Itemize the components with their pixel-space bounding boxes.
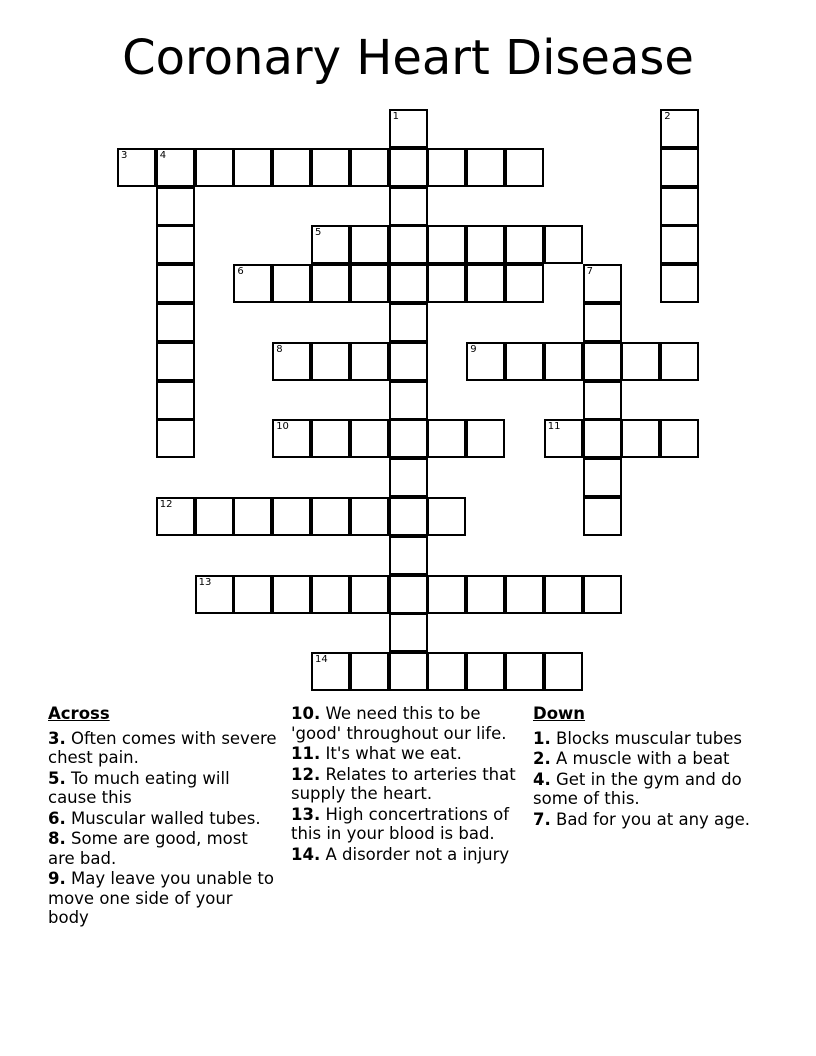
- grid-cell[interactable]: [621, 419, 660, 458]
- clue-across-3: 3. Often comes with severe chest pain.: [48, 728, 277, 767]
- grid-cell[interactable]: [583, 342, 622, 381]
- grid-cell[interactable]: [466, 342, 505, 381]
- grid-cell[interactable]: [583, 497, 622, 536]
- grid-cell[interactable]: [156, 187, 195, 226]
- grid-cell[interactable]: [660, 148, 699, 187]
- grid-cell[interactable]: [311, 575, 350, 614]
- grid-cell[interactable]: [505, 148, 544, 187]
- grid-cell[interactable]: [233, 575, 272, 614]
- grid-cell[interactable]: [350, 497, 389, 536]
- grid-cell[interactable]: [389, 381, 428, 420]
- grid-cell[interactable]: [272, 342, 311, 381]
- grid-cell[interactable]: [466, 575, 505, 614]
- grid-cell[interactable]: [350, 652, 389, 691]
- grid-cell[interactable]: [389, 419, 428, 458]
- grid-cell[interactable]: [505, 575, 544, 614]
- grid-cell[interactable]: [272, 575, 311, 614]
- across-clues-list-1: [48, 729, 278, 928]
- grid-cell[interactable]: [350, 264, 389, 303]
- grid-cell[interactable]: [389, 187, 428, 226]
- cell-number: 6: [237, 266, 244, 278]
- cell-number: 11: [547, 421, 561, 433]
- grid-cell[interactable]: [389, 342, 428, 381]
- grid-cell[interactable]: [583, 575, 622, 614]
- grid-cell[interactable]: [427, 148, 466, 187]
- clue-down-2: 2. A muscle with a beat: [533, 749, 730, 768]
- cell-number: 3: [121, 149, 128, 161]
- grid-cell[interactable]: [272, 264, 311, 303]
- clue-across-12: 12. Relates to arteries that supply the heart.: [291, 764, 516, 803]
- grid-cell[interactable]: [583, 419, 622, 458]
- grid-cell[interactable]: [272, 419, 311, 458]
- clues-column-1: [48, 704, 278, 929]
- grid-cell[interactable]: [389, 458, 428, 497]
- grid-cell[interactable]: [466, 652, 505, 691]
- grid-cell[interactable]: [233, 497, 272, 536]
- grid-cell[interactable]: [505, 225, 544, 264]
- grid-cell[interactable]: [311, 419, 350, 458]
- grid-cell[interactable]: [427, 652, 466, 691]
- grid-cell[interactable]: [583, 458, 622, 497]
- grid-cell[interactable]: [544, 342, 583, 381]
- grid-cell[interactable]: [156, 148, 195, 187]
- cell-number: 2: [664, 111, 671, 122]
- grid-cell[interactable]: [350, 419, 389, 458]
- across-heading: Across: [48, 704, 110, 723]
- grid-cell[interactable]: [272, 148, 311, 187]
- cell-number: 12: [159, 499, 173, 510]
- clue-across-11: 11. It's what we eat.: [291, 744, 462, 763]
- cell-number: 9: [470, 343, 477, 355]
- grid-cell[interactable]: [195, 575, 234, 614]
- puzzle-title: Coronary Heart Disease: [122, 30, 694, 86]
- grid-cell[interactable]: [660, 264, 699, 303]
- cell-number: 4: [159, 149, 167, 161]
- grid-cell[interactable]: [427, 264, 466, 303]
- clue-across-5: 5. To much eating will cause this: [48, 768, 230, 807]
- clue-across-13: 13. High concertrations of this in your blood is bad.: [291, 804, 509, 843]
- clue-across-8: 8. Some are good, most are bad.: [48, 829, 248, 868]
- grid-cell[interactable]: [505, 342, 544, 381]
- grid-cell[interactable]: [466, 264, 505, 303]
- grid-cell[interactable]: [272, 497, 311, 536]
- cell-number: 7: [586, 266, 593, 278]
- grid-cell[interactable]: [660, 342, 699, 381]
- grid-cell[interactable]: [311, 497, 350, 536]
- grid-cell[interactable]: [389, 497, 428, 536]
- grid-cell[interactable]: [389, 148, 428, 187]
- grid-cell[interactable]: [427, 225, 466, 264]
- grid-cell[interactable]: [505, 652, 544, 691]
- grid-cell[interactable]: [389, 109, 428, 148]
- clue-across-9: 9. May leave you unable to move one side of your body: [48, 869, 274, 927]
- grid-cell[interactable]: [311, 225, 350, 264]
- grid-cell[interactable]: [117, 148, 156, 187]
- grid-cell[interactable]: [427, 575, 466, 614]
- grid-cell[interactable]: [311, 342, 350, 381]
- grid-cell[interactable]: [350, 342, 389, 381]
- grid-cell[interactable]: [389, 264, 428, 303]
- grid-cell[interactable]: [311, 264, 350, 303]
- grid-cell[interactable]: [156, 381, 195, 420]
- grid-cell[interactable]: [350, 225, 389, 264]
- grid-cell[interactable]: [583, 381, 622, 420]
- grid-cell[interactable]: [466, 225, 505, 264]
- grid-cell[interactable]: [660, 187, 699, 226]
- grid-cell[interactable]: [544, 419, 583, 458]
- clue-down-4: 4. Get in the gym and do some of this.: [533, 769, 742, 808]
- clue-across-14: 14. A disorder not a injury: [291, 844, 510, 864]
- grid-cell[interactable]: [544, 575, 583, 614]
- grid-cell[interactable]: [544, 225, 583, 264]
- clues-column-2: [291, 704, 526, 865]
- clue-down-7: 7. Bad for you at any age.: [533, 809, 751, 829]
- grid-cell[interactable]: [311, 652, 350, 691]
- cell-number: 10: [276, 421, 289, 433]
- grid-cell[interactable]: [583, 264, 622, 303]
- grid-cell[interactable]: [195, 148, 234, 187]
- grid-cell[interactable]: [389, 575, 428, 614]
- grid-cell[interactable]: [156, 497, 195, 536]
- grid-cell[interactable]: [389, 225, 428, 264]
- cell-number: 13: [198, 576, 212, 588]
- grid-cell[interactable]: [156, 225, 195, 264]
- grid-cell[interactable]: [466, 148, 505, 187]
- grid-cell[interactable]: [544, 652, 583, 691]
- grid-cell[interactable]: [156, 342, 195, 381]
- grid-cell[interactable]: [350, 148, 389, 187]
- cell-number: 1: [392, 111, 399, 122]
- grid-cell[interactable]: [427, 419, 466, 458]
- grid-cell[interactable]: [505, 264, 544, 303]
- down-heading: Down: [533, 704, 586, 723]
- grid-cell[interactable]: [389, 613, 428, 652]
- grid-cell[interactable]: [156, 419, 195, 458]
- grid-cell[interactable]: [583, 303, 622, 342]
- clue-down-1: 1. Blocks muscular tubes: [533, 728, 742, 748]
- grid-cell[interactable]: [660, 109, 699, 148]
- clue-across-6: 6. Muscular walled tubes.: [48, 808, 261, 828]
- grid-cell[interactable]: [660, 419, 699, 458]
- grid-cell[interactable]: [389, 303, 428, 342]
- grid-cell[interactable]: [350, 575, 389, 614]
- grid-cell[interactable]: [233, 264, 272, 303]
- grid-cell[interactable]: [311, 148, 350, 187]
- grid-cell[interactable]: [389, 652, 428, 691]
- grid-cell[interactable]: [156, 264, 195, 303]
- cell-number: 14: [315, 654, 328, 666]
- grid-cell[interactable]: [233, 148, 272, 187]
- cell-number: 8: [276, 343, 283, 355]
- grid-cell[interactable]: [660, 225, 699, 264]
- clues-column-3: [533, 704, 753, 830]
- grid-cell[interactable]: [427, 497, 466, 536]
- grid-cell[interactable]: [389, 536, 428, 575]
- cell-number: 5: [315, 227, 322, 239]
- grid-cell[interactable]: [466, 419, 505, 458]
- grid-cell[interactable]: [621, 342, 660, 381]
- grid-cell[interactable]: [195, 497, 234, 536]
- grid-cell[interactable]: [156, 303, 195, 342]
- clue-across-10: 10. We need this to be 'good' throughout our life.: [291, 704, 507, 743]
